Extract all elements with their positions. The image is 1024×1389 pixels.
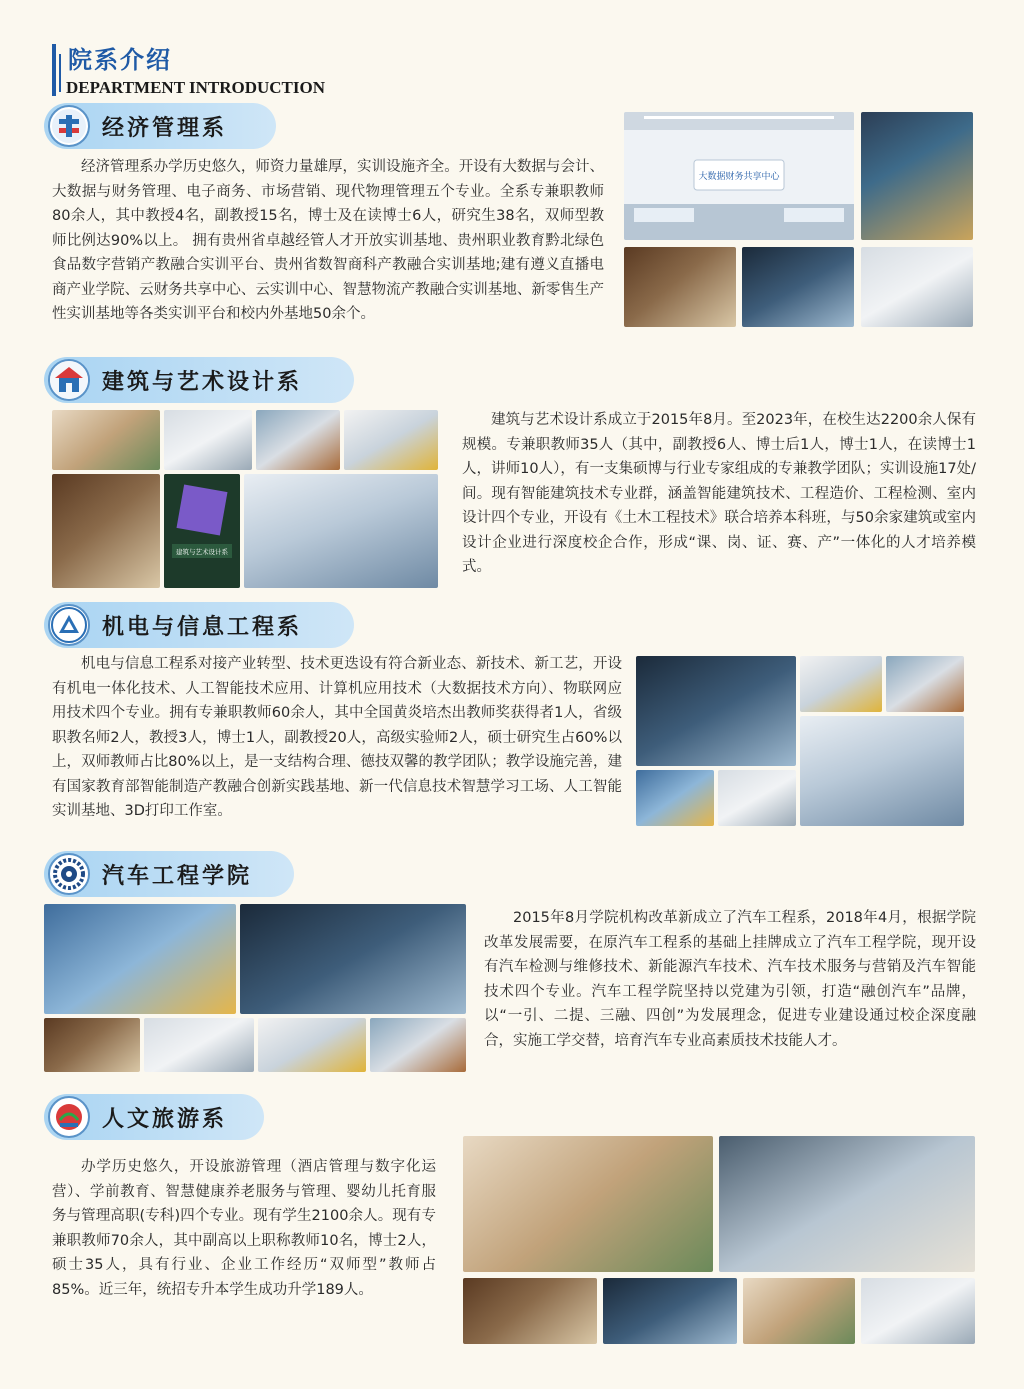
photo-training-room: [463, 1278, 597, 1344]
department-description: 机电与信息工程系对接产业转型、技术更迭设有符合新业态、新技术、新工艺，开设有机电一体化技术、人工智能技术应用、计算机应用技术（大数据技术方向）、物联网应用技术四个专业。拥有专兼职教师60余人，其中全国黄炎培杰出教师奖获得者1人，省级职教名师2人，教授3人，博士1人，副教授20人，高级实验师2人，硕士研究生占60%以上，双师教师占比80%以上，是一支结构合理、德技双馨的教学团队；教学设施完善，建有国家教育部智能制造产教融合创新实践基地、新一代信息技术智慧学习工场、人工智能实训基地、3D打印工作室。: [52, 656, 622, 819]
photo-students-model: [52, 410, 160, 470]
photo-classroom: [144, 1018, 254, 1072]
photo-exhibition-hall: [240, 904, 466, 1014]
photo-preschool-room: [743, 1278, 855, 1344]
photo-computer-lab: [718, 770, 796, 826]
department-name: 人文旅游系: [102, 1106, 228, 1132]
architecture-logo-icon: [48, 359, 90, 401]
department-name: 建筑与艺术设计系: [102, 369, 303, 395]
department-name: 机电与信息工程系: [102, 614, 303, 640]
photo-industry-college-sign: [861, 247, 973, 327]
section-heading-automotive: [44, 851, 294, 897]
photo-robot-training: [886, 656, 964, 712]
photo-surveying: [256, 410, 340, 470]
photo-livestream-studio: [742, 247, 854, 327]
photo-vehicle-diagnosis: [370, 1018, 466, 1072]
mechatronics-logo-icon: [48, 604, 90, 646]
photo-warehouse-racks: [624, 247, 736, 327]
automotive-logo-icon: [48, 853, 90, 895]
photo-automation-line: [800, 716, 964, 826]
photo-campus-aerial: [719, 1136, 975, 1272]
tourism-logo-icon: [48, 1096, 90, 1138]
department-description: 2015年8月学院机构改革新成立了汽车工程系，2018年4月，根据学院改革发展需要，在原汽车工程系的基础上挂牌成立了汽车工程学院，现开设有汽车检测与维修技术、新能源汽车技术、汽车技术服务与营销及汽车智能技术四个专业。汽车工程学院坚持以党建为引领，打造“融创汽车”品牌，以“一引、二提、三融、四创”为发展理念，促进专业建设通过校企深度融合，实施工学交替，培育汽车专业高素质技术技能人才。: [484, 910, 976, 1049]
economics-logo-icon: [48, 105, 90, 147]
section-heading-mechatronics: [44, 602, 354, 648]
photo-construction-practice: [344, 410, 438, 470]
photo-cultural-wall: [44, 1018, 140, 1072]
photo-sign-text: 大数据财务共享中心: [698, 172, 780, 182]
header-accent-bar-thin: [59, 54, 61, 92]
photo-building-model-lab: [244, 474, 438, 588]
section-heading-economics: [44, 103, 276, 149]
photo-training-center: [624, 112, 854, 240]
photo-bookstore-shelves: [861, 112, 973, 240]
photo-industrial-robot: [636, 770, 714, 826]
photo-car-repair-practice: [44, 904, 236, 1014]
photo-architecture-model: [164, 410, 252, 470]
header-accent-bar: [52, 44, 56, 96]
photo-engine-inspection: [258, 1018, 366, 1072]
department-description: 建筑与艺术设计系成立于2015年8月。至2023年，在校生达2200余人保有规模。专兼职教师35人（其中，副教授6人、博士后1人，博士1人，在读博士1人，讲师10人），有一支集硕博与行业专家组成的专兼教学团队；实训设施17处/间。现有智能建筑技术专业群，涵盖智能建筑技术、工程造价、工程检测、室内设计四个专业，开设有《土木工程技术》联合培养本科班，与50余家建筑或室内设计企业进行深度校企合作，形成“课、岗、证、赛、产”一体化的人才培养模式。: [462, 412, 976, 575]
page-title: 院系介绍: [68, 45, 172, 74]
department-description: 经济管理系办学历史悠久，师资力量雄厚，实训设施齐全。开设有大数据与会计、大数据与财务管理、电子商务、市场营销、现代物理管理五个专业。全系专兼职教师80余人，其中教授4名，副教授15名，博士及在读博士6人，研究生38名，双师型教师比例达90%以上。 拥有贵州省卓越经管人才开放实训基地、贵州职业教育黔北绿色食品数字营销产教融合实训平台、贵州省数智商科产教融合实训基地;建有遵义直播电商产业学院、云财务共享中心、云实训中心、智慧物流产教融合实训基地、新零售生产性实训基地等各类实训平台和校内外基地50余个。: [52, 159, 604, 322]
section-heading-architecture: [44, 357, 354, 403]
photo-department-logo-wall: [164, 474, 240, 588]
department-name: 汽车工程学院: [102, 863, 253, 889]
section-heading-tourism: [44, 1094, 264, 1140]
photo-students-handcraft: [463, 1136, 713, 1272]
photo-students-at-machine: [636, 656, 796, 766]
photo-robot-arm-lab: [800, 656, 882, 712]
department-description: 办学历史悠久，开设旅游管理（酒店管理与数字化运营）、学前教育、智慧健康养老服务与管理、婴幼儿托育服务与管理高职(专科)四个专业。现有学生2100余人。现有专兼职教师70余人，其中副高以上职称教师10名，博士2人，硕士35人，具有行业、企业工作经历“双师型”教师占85%。近三年，统招专升本学生成功升学189人。: [52, 1159, 436, 1298]
photo-students-practice: [861, 1278, 975, 1344]
page-subtitle: DEPARTMENT INTRODUCTION: [66, 78, 325, 97]
department-name: 经济管理系: [102, 115, 228, 141]
photo-lecture-hall: [603, 1278, 737, 1344]
photo-sign-text: 建筑与艺术设计系: [176, 548, 228, 556]
photo-library-shelves: [52, 474, 160, 588]
